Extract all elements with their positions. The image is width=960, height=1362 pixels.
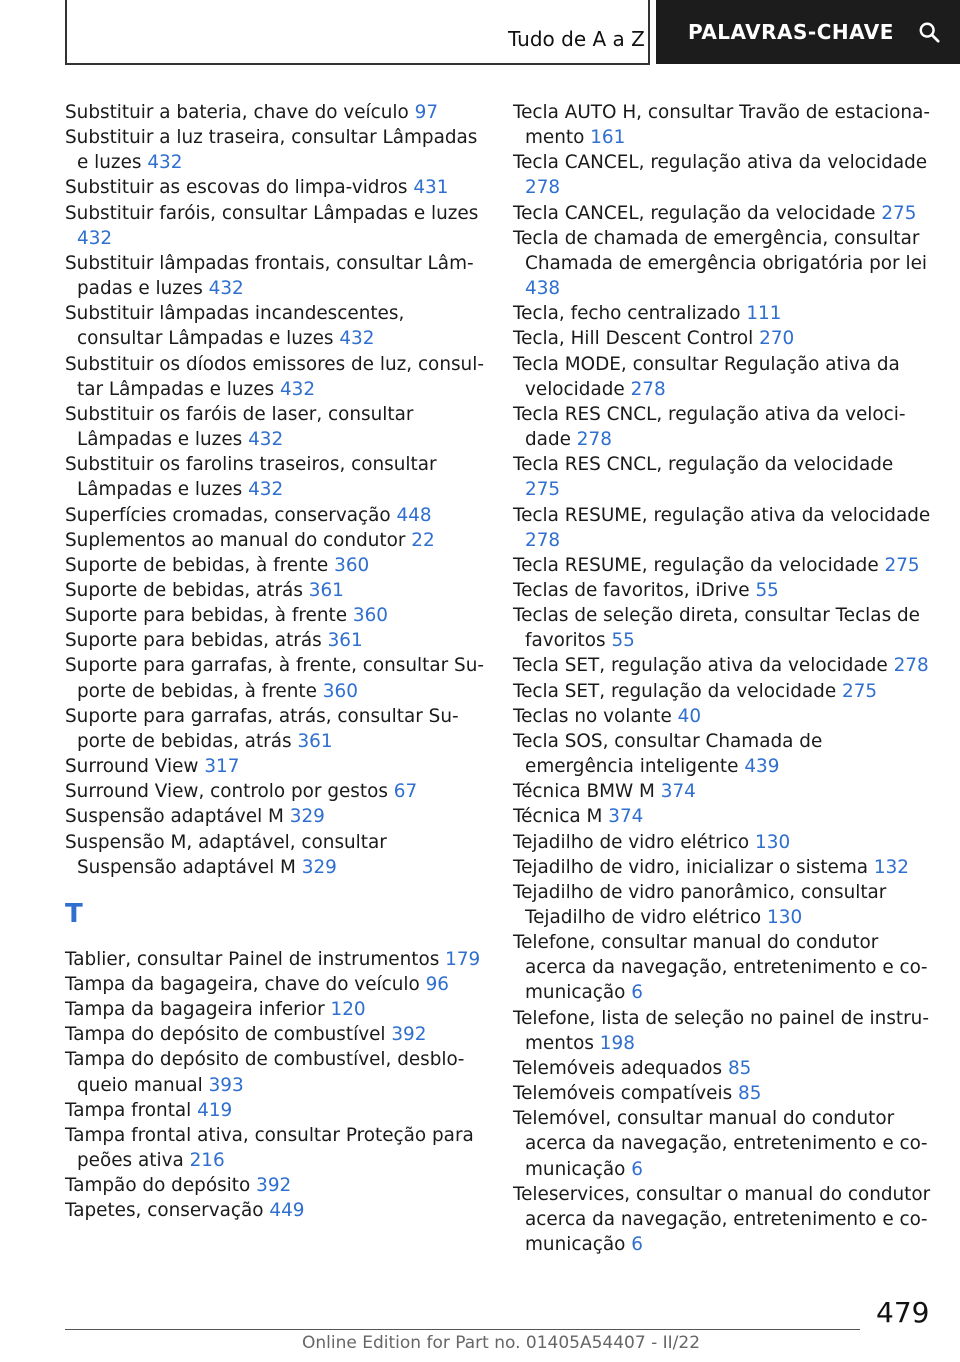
page-reference-link[interactable]: 432 bbox=[208, 278, 244, 300]
page-number: 479 bbox=[876, 1296, 930, 1329]
page-reference-link[interactable]: 392 bbox=[256, 1175, 292, 1197]
index-entry-text: Substituir a luz traseira, consultar Lâmpadas e luzes bbox=[65, 127, 478, 174]
page-reference-link[interactable]: 6 bbox=[631, 1158, 643, 1180]
index-entry-text: Substituir lâmpadas incandescentes, consultar Lâmpadas e luzes bbox=[65, 303, 405, 350]
page-reference-link[interactable]: 275 bbox=[884, 554, 920, 576]
page-reference-link[interactable]: 6 bbox=[631, 982, 643, 1004]
index-entry-text: Tampa do depósito de combustível, desbloqueio manual bbox=[65, 1049, 465, 1096]
index-entry-text: Substituir as escovas do limpa-vidros bbox=[65, 177, 408, 199]
index-entry-text: Teclas no volante bbox=[513, 705, 672, 727]
index-entry bbox=[513, 653, 933, 678]
index-entry bbox=[513, 930, 933, 1005]
page-reference-link[interactable]: 432 bbox=[279, 378, 316, 400]
index-entry-text: Tecla AUTO H, consultar Travão de estacionamento bbox=[513, 102, 930, 149]
search-icon[interactable] bbox=[918, 21, 940, 43]
index-entry bbox=[65, 779, 485, 804]
index-entry-text: Tecla RES CNCL, regulação da velocidade bbox=[513, 454, 894, 476]
index-entry bbox=[513, 326, 933, 351]
index-entry bbox=[513, 578, 933, 603]
page-reference-link[interactable]: 432 bbox=[339, 328, 375, 350]
index-entry-text: Suporte para bebidas, atrás bbox=[65, 630, 322, 652]
page-reference-link[interactable]: 438 bbox=[525, 278, 561, 300]
page-reference-link[interactable]: 55 bbox=[755, 579, 779, 601]
page-reference-link[interactable]: 85 bbox=[727, 1057, 752, 1079]
index-entry bbox=[513, 729, 933, 779]
page-reference-link[interactable]: 432 bbox=[147, 152, 183, 174]
page-reference-link[interactable]: 278 bbox=[525, 529, 561, 551]
index-entry bbox=[65, 352, 485, 402]
index-entry bbox=[513, 150, 933, 200]
index-entry-text: Tejadilho de vidro elétrico bbox=[513, 831, 750, 853]
index-list-t bbox=[65, 947, 485, 1224]
page-reference-link[interactable]: 278 bbox=[576, 429, 612, 451]
index-entry-text: Tejadilho de vidro panorâmico, consultar Tejadilho de vidro elétrico bbox=[513, 881, 887, 928]
page-reference-link[interactable]: 6 bbox=[631, 1234, 643, 1256]
page-reference-link[interactable]: 55 bbox=[611, 630, 635, 652]
index-entry bbox=[65, 704, 485, 754]
index-entry-text: Surround View bbox=[65, 756, 199, 778]
index-entry-text: Suspensão adaptável M bbox=[65, 806, 284, 828]
index-entry-text: Tecla SOS, consultar Chamada de emergência inteligente bbox=[513, 730, 823, 778]
index-entry bbox=[65, 251, 485, 301]
page-reference-link[interactable]: 329 bbox=[289, 806, 325, 828]
index-entry-text: Suporte para garrafas, atrás, consultar Suporte de bebidas, atrás bbox=[65, 705, 459, 752]
index-entry-text: Tampa da bagageira inferior bbox=[65, 999, 325, 1021]
page-reference-link[interactable]: 270 bbox=[759, 328, 795, 350]
index-entry bbox=[513, 1182, 933, 1257]
page-reference-link[interactable]: 67 bbox=[393, 781, 418, 803]
index-entry-text: Substituir os faróis de laser, consultar Lâmpadas e luzes bbox=[65, 403, 414, 451]
index-entry-text: Teleservices, consultar o manual do condutor acerca da navegação, entretenimento e comunicação bbox=[513, 1183, 931, 1256]
index-entry bbox=[513, 100, 933, 150]
index-entry bbox=[513, 779, 933, 804]
page-reference-link[interactable]: 374 bbox=[660, 781, 696, 803]
index-entry-text: Suporte para garrafas, à frente, consultar Suporte de bebidas, à frente bbox=[65, 655, 484, 702]
index-entry-text: Suporte para bebidas, à frente bbox=[65, 605, 348, 627]
index-entry bbox=[513, 553, 933, 578]
index-entry-text: Substituir faróis, consultar Lâmpadas e luzes bbox=[65, 202, 479, 224]
header-separator bbox=[648, 0, 650, 64]
index-entry-text: Tampa frontal ativa, consultar Proteção para peões ativa bbox=[65, 1124, 474, 1172]
index-entry bbox=[65, 1022, 485, 1047]
index-entry-text: Substituir lâmpadas frontais, consultar Lâmpadas e luzes bbox=[65, 252, 474, 300]
index-entry bbox=[513, 226, 933, 301]
page-reference-link[interactable]: 275 bbox=[842, 680, 878, 702]
index-entry bbox=[65, 804, 485, 829]
index-entry bbox=[65, 830, 485, 880]
index-entry-text: Tecla, fecho centralizado bbox=[513, 303, 741, 325]
page-reference-link[interactable]: 449 bbox=[269, 1200, 305, 1222]
index-entry bbox=[65, 528, 485, 553]
page-reference-link[interactable]: 317 bbox=[204, 756, 240, 778]
index-entry bbox=[65, 1123, 485, 1173]
index-entry-text: Tecla SET, regulação da velocidade bbox=[513, 680, 837, 702]
index-entry bbox=[513, 201, 933, 226]
index-entry-text: Tampa do depósito de combustível bbox=[65, 1024, 386, 1046]
index-entry bbox=[513, 880, 933, 930]
index-entry bbox=[65, 301, 485, 351]
page-reference-link[interactable]: 374 bbox=[608, 806, 644, 828]
page-reference-link[interactable]: 361 bbox=[308, 579, 344, 601]
page-reference-link[interactable]: 275 bbox=[881, 202, 917, 224]
index-entry-text: Tampão do depósito bbox=[65, 1175, 251, 1197]
index-entry bbox=[65, 175, 485, 200]
page-reference-link[interactable]: 278 bbox=[630, 378, 666, 400]
index-entry bbox=[513, 855, 933, 880]
index-entry-text: Tampa da bagageira, chave do veículo bbox=[65, 974, 420, 995]
index-entry bbox=[513, 352, 933, 402]
index-entry bbox=[65, 402, 485, 452]
page-reference-link[interactable]: 111 bbox=[746, 303, 782, 325]
index-entry bbox=[65, 754, 485, 779]
index-entry bbox=[65, 100, 485, 125]
page-reference-link[interactable]: 40 bbox=[677, 705, 702, 727]
index-entry bbox=[513, 1056, 933, 1081]
index-entry-text: Surround View, controlo por gestos bbox=[65, 781, 388, 803]
page-reference-link[interactable]: 360 bbox=[322, 680, 358, 702]
page-reference-link[interactable]: 275 bbox=[525, 479, 561, 501]
page-reference-link[interactable]: 198 bbox=[599, 1032, 635, 1054]
page-reference-link[interactable]: 360 bbox=[352, 605, 389, 627]
index-entry-text: Tecla, Hill Descent Control bbox=[513, 328, 754, 350]
index-entry-text: Tecla RESUME, regulação da velocidade bbox=[513, 554, 879, 576]
index-entry bbox=[513, 1006, 933, 1056]
page-reference-link[interactable]: 392 bbox=[391, 1024, 427, 1046]
page-reference-link[interactable]: 130 bbox=[767, 907, 803, 928]
page-reference-link[interactable]: 278 bbox=[893, 655, 929, 677]
index-entry bbox=[65, 972, 485, 997]
index-entry-text: Tecla CANCEL, regulação da velocidade bbox=[513, 202, 876, 224]
index-entry bbox=[513, 603, 933, 653]
index-list-t-continued bbox=[513, 100, 933, 1257]
index-list-s bbox=[65, 100, 485, 880]
index-entry-text: Tapetes, conservação bbox=[65, 1200, 264, 1222]
tab-palavras-chave[interactable] bbox=[656, 0, 960, 64]
index-entry-text: Tecla RESUME, regulação ativa da velocidade bbox=[513, 504, 931, 526]
index-entry-text: Tejadilho de vidro, inicializar o sistema bbox=[513, 856, 869, 878]
index-entry bbox=[513, 503, 933, 553]
index-entry bbox=[513, 402, 933, 452]
header-left-rule bbox=[65, 0, 67, 64]
page-reference-link[interactable]: 393 bbox=[208, 1074, 244, 1096]
index-entry-text: Teclas de seleção direta, consultar Teclas de favoritos bbox=[513, 605, 920, 652]
page-reference-link[interactable]: 419 bbox=[197, 1099, 233, 1121]
index-entry-text: Substituir os farolins traseiros, consultar Lâmpadas e luzes bbox=[65, 454, 437, 501]
index-entry bbox=[65, 997, 485, 1022]
page-reference-link[interactable]: 361 bbox=[327, 630, 363, 652]
index-entry-text: Telemóveis adequados bbox=[513, 1057, 723, 1079]
index-entry bbox=[65, 1173, 485, 1198]
index-column-left bbox=[65, 100, 485, 1224]
page-reference-link[interactable]: 120 bbox=[330, 999, 366, 1021]
index-entry bbox=[65, 628, 485, 653]
index-entry-text: Superfícies cromadas, conservação bbox=[65, 504, 391, 526]
page-reference-link[interactable]: 431 bbox=[413, 177, 449, 199]
index-entry-text: Telemóveis compatíveis bbox=[513, 1083, 733, 1105]
index-entry bbox=[65, 603, 485, 628]
index-entry-text: Telemóvel, consultar manual do condutor acerca da navegação, entretenimento e comunicação bbox=[513, 1108, 928, 1180]
page-reference-link[interactable]: 432 bbox=[248, 479, 284, 501]
index-entry bbox=[513, 1081, 933, 1106]
index-entry bbox=[65, 1198, 485, 1223]
page-reference-link[interactable]: 130 bbox=[755, 831, 791, 853]
index-entry bbox=[513, 830, 933, 855]
page-reference-link[interactable]: 360 bbox=[334, 554, 370, 576]
index-entry-text: Tecla MODE, consultar Regulação ativa da velocidade bbox=[513, 353, 900, 400]
index-entry bbox=[65, 578, 485, 603]
index-entry-text: Técnica BMW M bbox=[513, 781, 655, 803]
index-entry bbox=[65, 1098, 485, 1123]
index-entry bbox=[513, 452, 933, 502]
header-bottom-rule bbox=[65, 63, 650, 65]
page-reference-link[interactable]: 278 bbox=[525, 177, 561, 199]
tab-tudo-de-a-a-z[interactable]: Tudo de A a Z bbox=[508, 27, 645, 51]
tab-palavras-chave-label: PALAVRAS-CHAVE bbox=[688, 20, 894, 44]
index-entry bbox=[65, 653, 485, 703]
page-reference-link[interactable]: 97 bbox=[414, 102, 439, 123]
index-entry bbox=[65, 452, 485, 502]
index-entry-text: Teclas de favoritos, iDrive bbox=[513, 579, 750, 601]
page-reference-link[interactable]: 85 bbox=[738, 1083, 762, 1105]
index-entry-text: Tecla CANCEL, regulação ativa da velocidade bbox=[513, 152, 928, 174]
index-entry bbox=[65, 125, 485, 175]
footer-edition-text: Online Edition for Part no. 01405A54407 - II/22 bbox=[302, 1333, 701, 1353]
index-entry-text: Substituir os díodos emissores de luz, consultar Lâmpadas e luzes bbox=[65, 353, 484, 400]
index-entry bbox=[513, 301, 933, 326]
index-entry-text: Tampa frontal bbox=[65, 1099, 192, 1121]
index-entry-text: Substituir a bateria, chave do veículo bbox=[65, 102, 409, 123]
index-entry-text: Tecla de chamada de emergência, consultar Chamada de emergência obrigatória por lei bbox=[513, 227, 927, 274]
index-entry-text: Tecla RES CNCL, regulação ativa da velocidade bbox=[513, 403, 906, 451]
page-reference-link[interactable]: 432 bbox=[77, 227, 113, 249]
section-letter-t: T bbox=[65, 898, 83, 929]
page-reference-link[interactable]: 22 bbox=[411, 529, 435, 551]
page-reference-link[interactable]: 448 bbox=[396, 504, 432, 526]
index-entry bbox=[65, 947, 485, 972]
index-entry-text: Telefone, consultar manual do condutor acerca da navegação, entretenimento e comunicação bbox=[513, 932, 928, 1004]
page-reference-link[interactable]: 361 bbox=[297, 730, 333, 752]
index-entry bbox=[513, 1106, 933, 1181]
page-reference-link[interactable]: 439 bbox=[744, 756, 780, 778]
page-reference-link[interactable]: 216 bbox=[189, 1150, 225, 1172]
page-reference-link[interactable]: 329 bbox=[301, 856, 337, 878]
footer-rule bbox=[65, 1329, 860, 1330]
index-entry-text: Suporte de bebidas, à frente bbox=[65, 554, 329, 576]
page-reference-link[interactable]: 132 bbox=[873, 856, 910, 878]
index-entry bbox=[65, 1047, 485, 1097]
index-entry bbox=[65, 201, 485, 251]
page-reference-link[interactable]: 179 bbox=[445, 948, 481, 970]
index-entry-text: Telefone, lista de seleção no painel de instrumentos bbox=[513, 1007, 929, 1054]
index-entry-text: Tablier, consultar Painel de instrumentos bbox=[65, 948, 440, 970]
index-entry bbox=[513, 679, 933, 704]
index-entry bbox=[65, 503, 485, 528]
index-entry bbox=[513, 804, 933, 829]
page-reference-link[interactable]: 96 bbox=[425, 974, 450, 995]
index-entry-text: Suspensão M, adaptável, consultar Suspensão adaptável M bbox=[65, 831, 387, 878]
index-entry-text: Tecla SET, regulação ativa da velocidade bbox=[513, 655, 888, 677]
index-entry-text: Técnica M bbox=[513, 806, 603, 828]
index-entry-text: Suporte de bebidas, atrás bbox=[65, 579, 303, 601]
index-entry bbox=[513, 704, 933, 729]
page-reference-link[interactable]: 161 bbox=[590, 127, 626, 149]
index-column-right bbox=[513, 100, 933, 1257]
page-reference-link[interactable]: 432 bbox=[248, 429, 284, 451]
index-entry-text: Suplementos ao manual do condutor bbox=[65, 529, 406, 551]
index-entry bbox=[65, 553, 485, 578]
